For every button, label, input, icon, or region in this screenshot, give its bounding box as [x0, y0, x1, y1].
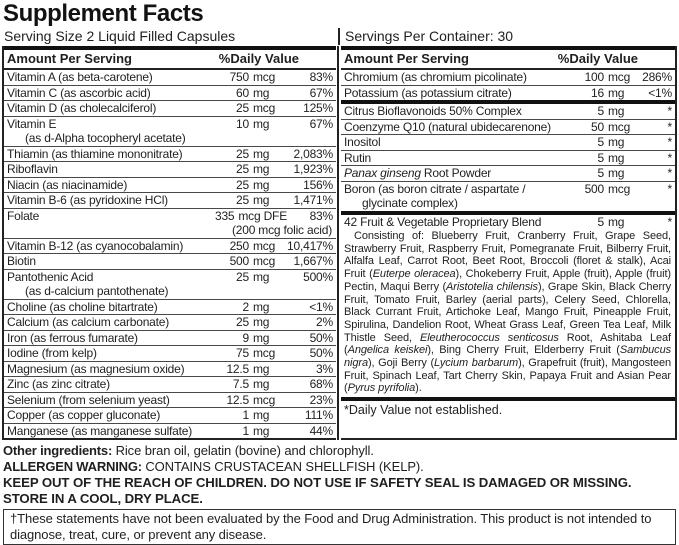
nutrient-amount-unit: mcg — [608, 119, 631, 134]
nutrient-line — [7, 424, 333, 439]
supplement-facts-label — [0, 1, 679, 545]
nutrient-daily-value: 125% — [303, 101, 333, 115]
other-ingredients-text: Rice bran oil, gelatin (bovine) and chlorophyll. — [112, 443, 374, 458]
nutrient-line — [7, 70, 333, 85]
nutrient-amount-value: 25 — [236, 193, 249, 207]
nutrient-line — [344, 70, 672, 85]
nutrient-line — [344, 166, 672, 181]
nutrient-row — [4, 177, 336, 193]
nutrient-line — [344, 151, 672, 166]
serving-info-row — [2, 28, 677, 45]
nutrient-name: 42 Fruit & Vegetable Proprietary Blend — [344, 214, 542, 229]
nutrient-amount-value: 500 — [229, 254, 249, 268]
nutrient-amount-value: 335 — [214, 208, 235, 223]
nutrient-row — [4, 161, 336, 177]
nutrient-amount-unit: mg — [253, 269, 270, 284]
nutrient-row — [4, 299, 336, 315]
label-footer — [3, 443, 677, 545]
nutrient-amount-value: 1 — [242, 423, 249, 438]
nutrient-row — [341, 70, 675, 85]
nutrient-amount-value: 25 — [236, 146, 249, 161]
nutrient-name: Rutin — [344, 150, 372, 165]
column-divider — [337, 46, 339, 440]
nutrient-daily-value: * — [667, 119, 672, 134]
nutrient-amount-unit: mg — [608, 150, 625, 165]
nutrient-line — [7, 86, 333, 101]
nutrient-name: Choline (as choline bitartrate) — [7, 299, 158, 314]
nutrient-daily-value: 44% — [309, 423, 333, 438]
nutrient-daily-value: 3% — [316, 361, 333, 376]
nutrient-amount-unit: mg — [608, 166, 625, 180]
nutrient-amount-unit: mg — [253, 193, 270, 207]
nutrient-amount-value: 5 — [597, 135, 604, 149]
nutrient-amount-value: 12.5 — [226, 361, 249, 376]
amount-per-serving-header: Amount Per Serving — [344, 51, 469, 66]
nutrient-name: Magnesium (as magnesium oxide) — [7, 361, 185, 376]
nutrient-name-continued: (as d-calcium pantothenate) — [25, 284, 169, 298]
nutrient-daily-value: * — [667, 181, 672, 196]
daily-value-header: %Daily Value — [557, 51, 638, 66]
nutrient-amount-unit: mg — [608, 135, 625, 149]
nutrient-amount-value: 75 — [236, 346, 249, 360]
nutrient-amount-value: 5 — [597, 214, 604, 229]
nutrient-name: Vitamin B-12 (as cyanocobalamin) — [7, 238, 184, 253]
nutrient-name: Inositol — [344, 135, 381, 149]
nutrient-row — [341, 85, 675, 101]
blend-description: Consisting of: Blueberry Fruit, Cranberry Fruit, Grape Seed, Strawberry Fruit, Raspberry Fruit, Pomegranate Fruit, Bilberry Fruit, Alfalfa Leaf, Carrot Root, Beet Root, Broccoli (floret & stalk), Acai Fruit (Euterpe oleracea), Chokeberry Fruit, Apple (fruit), Apple (fruit) Pectin, Maqui Berry (Aristotelia chilensis), Grape Skin, Black Cherry Fruit, Tomato Fruit, Barley (aerial parts), Celery Seed, Chlorella, Black Currant Fruit, Artichoke Leaf, Mango Fruit, Pineapple Fruit, Spirulina, Dandelion Root, Wheat Grass Leaf, Green Tea Leaf, Milk Thistle Seed, Eleutherococcus senticosus Root, Ashitaba Leaf (Angelica keiskei), Bing Cherry Fruit, Elderberry Fruit (Sambucus nigra), Goji Berry (Lycium barbarum), Grapefruit (fruit), Mangosteen Fruit, Spinach Leaf, Tart Cherry Skin, Papaya Fruit and Asian Pear (Pyrus pyrifolia). — [344, 230, 671, 395]
nutrient-name: Citrus Bioflavonoids 50% Complex — [344, 104, 522, 118]
nutrient-row — [4, 100, 336, 116]
nutrient-amount-unit: mg — [253, 330, 270, 345]
nutrient-row — [4, 253, 336, 269]
nutrient-amount-unit: mg — [253, 177, 270, 192]
nutrient-daily-value: 2% — [316, 315, 333, 329]
nutrient-daily-value: 83% — [309, 70, 333, 84]
nutrient-daily-value: 1,923% — [293, 162, 333, 176]
nutrient-row — [341, 181, 675, 211]
nutrient-row — [4, 85, 336, 101]
nutrient-daily-value: 2,083% — [293, 146, 333, 161]
nutrient-line — [344, 86, 672, 101]
nutrient-daily-value: 83% — [309, 208, 333, 223]
nutrient-name: Vitamin E — [7, 116, 57, 131]
nutrient-amount-unit: mg — [253, 116, 270, 131]
nutrient-amount-value: 9 — [242, 330, 249, 345]
nutrient-amount-value: 500 — [584, 181, 604, 196]
right-nutrient-rows-minerals — [341, 70, 675, 100]
nutrient-row — [4, 392, 336, 408]
nutrient-amount-unit: mcg — [608, 70, 631, 84]
nutrient-daily-value: 286% — [642, 70, 672, 84]
nutrient-line — [7, 178, 333, 193]
nutrient-name-continued: (as d-Alpha tocopheryl acetate) — [25, 131, 186, 145]
nutrient-name: Folate — [7, 208, 40, 223]
nutrient-name: Vitamin B-6 (as pyridoxine HCl) — [7, 193, 168, 207]
nutrient-row — [4, 146, 336, 162]
servings-per-container: Servings Per Container: 30 — [345, 28, 514, 44]
nutrient-daily-value: 50% — [309, 330, 333, 345]
nutrient-name: Potassium (as potassium citrate) — [344, 85, 512, 100]
nutrient-row — [4, 361, 336, 377]
nutrient-amount-unit: mcg — [608, 181, 631, 196]
nutrient-row — [4, 345, 336, 361]
other-ingredients-label: Other ingredients: — [3, 443, 113, 458]
nutrient-row — [4, 116, 336, 146]
nutrient-row — [4, 192, 336, 208]
nutrient-line — [7, 117, 333, 132]
nutrient-row — [341, 165, 675, 181]
amount-per-serving-header: Amount Per Serving — [7, 51, 132, 66]
nutrient-amount-value: 12.5 — [226, 392, 249, 407]
other-ingredients-line — [3, 443, 677, 459]
nutrient-line — [7, 147, 333, 162]
nutrient-amount-value: 5 — [597, 150, 604, 165]
nutrient-name: Manganese (as manganese sulfate) — [7, 423, 193, 438]
nutrient-name: Calcium (as calcium carbonate) — [7, 315, 170, 329]
nutrient-amount-unit: mg — [253, 377, 270, 391]
serving-size: Serving Size 2 Liquid Filled Capsules — [4, 28, 236, 44]
nutrient-daily-value: 500% — [303, 269, 333, 284]
nutrient-amount-unit: mg — [253, 299, 270, 314]
nutrient-line — [7, 254, 333, 269]
nutrient-daily-value: * — [667, 166, 672, 180]
nutrient-row — [4, 70, 336, 85]
nutrient-amount-unit: mcg — [253, 70, 276, 84]
nutrient-amount-value: 750 — [229, 70, 249, 84]
nutrient-amount-value: 5 — [597, 104, 604, 118]
nutrient-name: Iron (as ferrous fumarate) — [7, 330, 138, 345]
nutrient-amount-unit: mcg — [253, 392, 276, 407]
nutrient-row — [341, 104, 675, 119]
nutrient-amount-unit: mg — [253, 423, 270, 438]
nutrient-line — [7, 408, 333, 423]
nutrient-daily-value: * — [667, 104, 672, 118]
nutrient-daily-value: * — [667, 150, 672, 165]
nutrient-amount-unit: mg — [253, 85, 270, 100]
nutrient-amount-value: 25 — [236, 315, 249, 329]
nutrient-line — [7, 315, 333, 330]
nutrient-line — [344, 120, 672, 135]
nutrient-amount-unit: mg — [608, 85, 625, 100]
nutrient-daily-value: 10,417% — [287, 238, 333, 253]
nutrient-amount-value: 2 — [242, 299, 249, 314]
nutrient-amount-unit: mcg — [253, 254, 276, 268]
nutrient-name: Vitamin D (as cholecalciferol) — [7, 101, 157, 115]
right-nutrient-rows-botanicals — [341, 104, 675, 211]
nutrient-name: Thiamin (as thiamine mononitrate) — [7, 146, 183, 161]
proprietary-blend-row — [341, 215, 675, 230]
nutrient-name: Copper (as copper gluconate) — [7, 408, 161, 422]
nutrient-amount-value: 25 — [236, 162, 249, 176]
nutrient-daily-value: * — [667, 135, 672, 149]
nutrient-amount-value: 5 — [597, 166, 604, 180]
nutrient-name: Boron (as boron citrate / aspartate / — [344, 181, 526, 196]
nutrient-line — [7, 270, 333, 285]
table-header-left — [4, 50, 336, 70]
facts-column-left — [2, 46, 336, 440]
nutrient-daily-value: 68% — [309, 377, 333, 391]
nutrient-daily-value: <1% — [309, 299, 333, 314]
nutrient-amount-value: 100 — [584, 70, 604, 84]
nutrient-amount-value: 10 — [236, 116, 249, 131]
nutrient-amount-unit: mcg — [253, 238, 276, 253]
nutrient-amount-value: 7.5 — [232, 377, 249, 391]
nutrient-line — [7, 362, 333, 377]
nutrient-row — [4, 423, 336, 439]
nutrient-daily-value: 111% — [304, 408, 333, 422]
nutrient-daily-value: 67% — [309, 85, 333, 100]
nutrient-amount-unit: mg — [608, 104, 625, 118]
nutrient-amount-value: 16 — [591, 85, 604, 100]
nutrient-line — [7, 101, 333, 116]
nutrient-amount-value: 50 — [591, 119, 604, 134]
nutrient-row — [4, 407, 336, 423]
nutrient-amount-value: 25 — [236, 101, 249, 115]
nutrient-row — [4, 269, 336, 299]
nutrient-amount-value: 1 — [242, 408, 249, 422]
nutrient-line — [7, 193, 333, 208]
nutrient-row — [341, 150, 675, 166]
nutrient-line — [344, 182, 672, 197]
nutrient-amount-unit: mg — [253, 146, 270, 161]
nutrient-daily-value: <1% — [648, 85, 672, 100]
nutrient-line — [344, 135, 672, 150]
nutrient-name: Iodine (from kelp) — [7, 346, 97, 360]
nutrient-line — [7, 300, 333, 315]
nutrient-name: Vitamin C (as ascorbic acid) — [7, 85, 151, 100]
nutrient-name: Niacin (as niacinamide) — [7, 177, 128, 192]
daily-value-header: %Daily Value — [218, 51, 299, 66]
nutrient-name: Chromium (as chromium picolinate) — [344, 70, 527, 84]
nutrient-amount-unit: mg — [608, 214, 625, 229]
nutrient-row — [341, 119, 675, 135]
nutrient-name: Biotin — [7, 254, 36, 268]
nutrient-daily-value: 1,471% — [293, 193, 333, 207]
nutrient-amount-value: 250 — [229, 238, 249, 253]
nutrient-row — [341, 134, 675, 150]
left-nutrient-rows — [4, 70, 336, 438]
nutrient-amount-unit: mg — [253, 315, 270, 329]
nutrient-amount-value: 25 — [236, 269, 249, 284]
nutrient-daily-value: 67% — [309, 116, 333, 131]
nutrient-line — [7, 377, 333, 392]
nutrient-amount-unit: mg — [253, 408, 270, 422]
fda-disclaimer: †These statements have not been evaluated by the Food and Drug Administration. This product is not intended to diagnose, treat, cure, or prevent any disease. — [3, 509, 676, 545]
nutrient-line — [344, 215, 672, 230]
nutrient-daily-value: 50% — [309, 346, 333, 360]
nutrient-name-continued: glycinate complex) — [362, 196, 458, 210]
nutrient-line — [7, 239, 333, 254]
allergen-warning-label: ALLERGEN WARNING: — [3, 458, 142, 474]
safety-warning: KEEP OUT OF THE REACH OF CHILDREN. DO NOT USE IF SAFETY SEAL IS DAMAGED OR MISSING. STORE IN A COOL, DRY PLACE. — [3, 475, 632, 506]
nutrient-name: Riboflavin — [7, 162, 58, 176]
nutrient-line — [7, 393, 333, 408]
nutrient-amount-unit: mcg — [253, 101, 276, 115]
nutrient-amount-unit: mcg DFE — [238, 208, 287, 223]
nutrient-row — [4, 330, 336, 346]
nutrient-line — [7, 346, 333, 361]
nutrient-row — [4, 376, 336, 392]
nutrient-name: Vitamin A (as beta-carotene) — [7, 70, 153, 84]
nutrient-line — [7, 209, 333, 224]
nutrient-line — [7, 331, 333, 346]
nutrient-row — [4, 238, 336, 254]
allergen-warning-text: CONTAINS CRUSTACEAN SHELLFISH (KELP). — [141, 458, 424, 474]
nutrient-daily-value: * — [667, 214, 672, 229]
nutrient-daily-value: 156% — [303, 177, 333, 192]
nutrient-row — [4, 314, 336, 330]
daily-value-footnote: *Daily Value not established. — [344, 403, 503, 418]
nutrient-amount-unit: mcg — [253, 346, 276, 360]
facts-columns — [2, 46, 677, 440]
nutrient-name: Zinc (as zinc citrate) — [7, 377, 110, 391]
nutrient-daily-value: 23% — [309, 392, 333, 407]
page-title: Supplement Facts — [3, 0, 204, 27]
nutrient-row — [4, 208, 336, 238]
nutrient-name: Selenium (from selenium yeast) — [7, 392, 170, 407]
nutrient-name: Panax ginseng Root Powder — [344, 166, 492, 180]
nutrient-line — [7, 162, 333, 177]
nutrient-line — [344, 104, 672, 119]
nutrient-amount-unit: mg — [253, 162, 270, 176]
nutrient-amount-value: 25 — [236, 177, 249, 192]
nutrient-name: Pantothenic Acid — [7, 269, 94, 284]
allergen-warning-line — [3, 459, 677, 475]
facts-column-right — [341, 46, 677, 440]
table-header-right — [341, 50, 675, 70]
nutrient-row — [341, 215, 675, 230]
nutrient-name: Coenzyme Q10 (natural ubidecarenone) — [344, 119, 551, 134]
nutrient-daily-value: 1,667% — [293, 254, 333, 268]
nutrient-amount-value: 60 — [236, 85, 249, 100]
nutrient-amount-unit: mg — [253, 361, 270, 376]
nutrient-amount-continued: (200 mcg folic acid) — [231, 223, 332, 237]
